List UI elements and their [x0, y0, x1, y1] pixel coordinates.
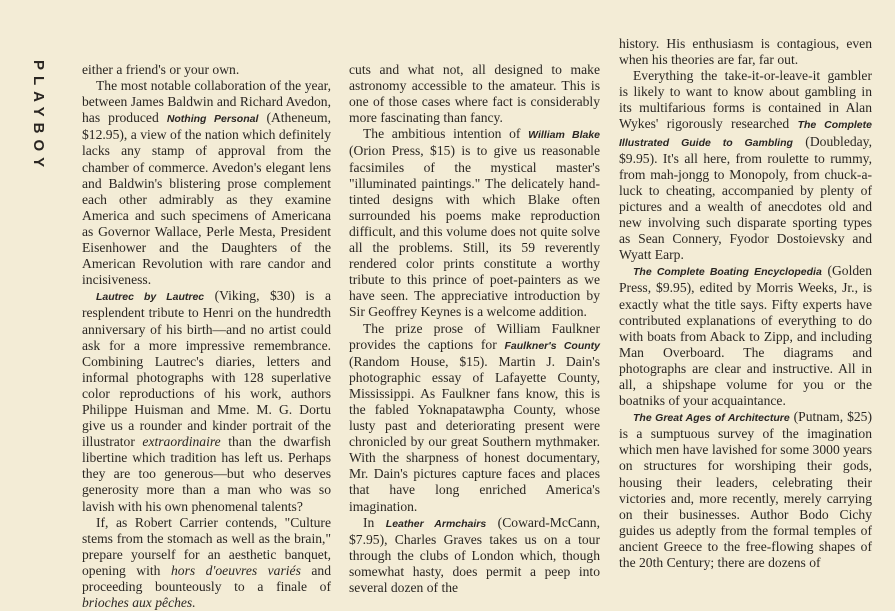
text-run: (Doubleday, $9.95). It's all here, from roulette to rummy, from mah-jongg to Monopoly, from chuck-a-luck to cheating, accompanied by plenty of pictures and a wealth of anecdotes old and new involving such disparate sporting types as Sean Connery, Fyodor Dostoievsky and Wyatt Earp.	[619, 133, 872, 263]
paragraph	[349, 515, 600, 596]
book-title: Nothing Personal	[166, 113, 259, 126]
text-run: cuts and what not, all designed to make astronomy accessible to the amateur. This is one of those cases where fact is considerably more fascinating than fancy.	[349, 62, 600, 126]
italic-text: extraordinaire	[142, 434, 221, 450]
text-run: In	[363, 514, 386, 530]
paragraph	[82, 78, 331, 288]
text-run: (Orion Press, $15) is to give us reasonable facsimiles of the mystical master's "illuminated paintings." The delicately hand-tinted designs with which Blake often surrounded his poems make reproduction difficult, and this volume does not quite solve all the problems. Still, its 59 reverently rendered color prints constitute a worthy tribute to this prince of poet-painters as we have seen. The appreciative introduction by Sir Geoffrey Keynes is a welcome addition.	[349, 143, 600, 320]
text-run: and proceeding bounteously to a finale of	[82, 562, 332, 594]
text-run: Everything the take-it-or-leave-it gambler is likely to want to know about gambling in its multifarious forms is contained in Alan Wykes' rigorously researched	[619, 68, 872, 132]
text-column-1	[82, 62, 331, 611]
paragraph	[82, 515, 331, 611]
paragraph	[619, 409, 872, 571]
text-run: (Random House, $15). Martin J. Dain's photographic essay of Lafayette County, Mississippi. As Faulkner fans know, this is the fabled Yoknapatawpha County, whose lusty past and deteriorating present were chronicled by our great Southern mythmaker. With the sharpness of honest documentary, Mr. Dain's pictures capture faces and places that have long enriched America's imagination.	[349, 353, 600, 514]
text-run: (Golden Press, $9.95), edited by Morris Weeks, Jr., is exactly what the title says. Fifty experts have contributed explanations of everything to do with boats from Aback to Zipp, and including Man Overboard. The diagrams and photographs are clear and instructive. All in all, a shipshape volume for you or the boatniks of your acquaintance.	[619, 263, 872, 409]
text-run: either a friend's or your own.	[82, 62, 240, 77]
text-run: The prize prose of William Faulkner provides the captions for	[349, 320, 600, 352]
paragraph	[82, 62, 331, 78]
paragraph	[349, 62, 600, 126]
paragraph	[349, 126, 600, 320]
magazine-masthead: PLAYBOY	[30, 60, 47, 174]
book-title: Lautrec by Lautrec	[96, 291, 205, 304]
text-run: (Coward-McCann, $7.95), Charles Graves takes us on a tour through the clubs of London which, though somewhat hasty, does permit a peep into several dozen of the	[349, 514, 600, 595]
book-title: Leather Armchairs	[385, 517, 487, 530]
book-title: Faulkner's County	[504, 339, 600, 352]
text-run: (Viking, $30) is a resplendent tribute to Henri on the hundredth anniversary of his birth—and no artist could ask for a more impressive remembrance. Combining Lautrec's diaries, letters and informal photographs with 128 superlative color reproductions of his work, authors Philippe Huisman and Mme. M. G. Dortu give us a rounder and kinder portrait of the illustrator	[82, 288, 331, 450]
paragraph	[619, 36, 872, 68]
text-run: than the dwarfish libertine which tradition has left us. Perhaps they are too generous—but who deserves generosity more than a man who was so lavish with his own phenomenal talents?	[82, 434, 331, 514]
text-run: The most notable collaboration of the year, between James Baldwin and Richard Avedon, has produced	[82, 78, 331, 126]
text-column-3	[619, 36, 872, 571]
text-column-2	[349, 62, 600, 596]
text-run: The ambitious intention of	[363, 126, 529, 142]
paragraph	[82, 288, 331, 514]
book-title: The Great Ages of Architecture	[633, 412, 790, 425]
italic-text: hors d'oeuvres variés	[170, 562, 301, 578]
text-run: (Putnam, $25) is a sumptuous survey of the imagination which men have lavished for some 3000 years on structures for worshiping their gods, housing their leaders, celebrating their victories and, more recently, merely carrying on their businesses. Author Bodo Cichy guides us adeptly from the formal temples of ancient Greece to the free-flowing shapes of the 20th Century; there are dozens of	[619, 409, 872, 570]
text-run: If, as Robert Carrier contends, "Culture stems from the stomach as well as the brain," prepare yourself for an aesthetic banquet, opening with	[82, 514, 331, 578]
paragraph	[619, 263, 872, 409]
text-run: (Atheneum, $12.95), a view of the nation which definitely lacks any stamp of approval from the chamber of commerce. Avedon's elegant lens and Baldwin's blistering prose complement each other admirably as they examine America and such specimens of Americana as Governor Wallace, Perle Mesta, President Eisenhower and the Daughters of the American Revolution with rare candor and incisiveness.	[82, 110, 331, 288]
paragraph	[349, 321, 600, 515]
italic-text: brioches aux pêches.	[82, 595, 196, 611]
book-title: The Complete Boating Encyclopedia	[633, 266, 822, 279]
book-title: The Complete Illustrated Guide to Gambling	[619, 119, 872, 149]
text-run: history. His enthusiasm is contagious, even when his theories are far, far out.	[619, 36, 872, 68]
book-title: William Blake	[528, 129, 601, 142]
paragraph	[619, 68, 872, 263]
